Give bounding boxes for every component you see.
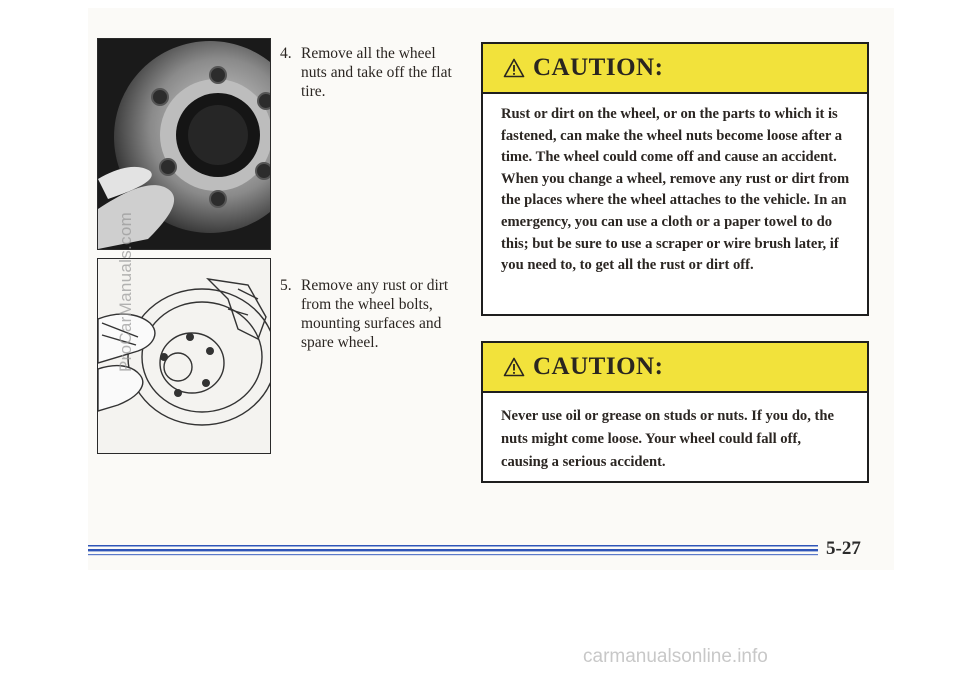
caution-text: Never use oil or grease on studs or nuts. If you do, the nuts might come loose. Your wheel could fall off, causing a serious accident. [501, 408, 834, 470]
step-number: 5. [280, 277, 292, 294]
footer-rule [88, 544, 818, 558]
page-number: 5-27 [826, 538, 861, 559]
step-text: Remove any rust or dirt from the wheel bolts, mounting surfaces and spare wheel. [301, 277, 449, 351]
caution-text: Rust or dirt on the wheel, or on the parts to which it is fastened, can make the wheel nuts become loose after a time. The wheel could come off and cause an accident. When you change a wheel, remove any rust or dirt from the places where the wheel attaches to the vehicle. In an emergency, you can use a cloth or a paper towel to do this; but be sure to use a scraper or wire brush later, if you need to, to get all the rust or dirt off. [501, 106, 850, 274]
side-watermark: ProCarManuals.com [116, 211, 135, 372]
step-number: 4. [280, 45, 292, 62]
caution-box-oil [481, 341, 869, 483]
caution-title: CAUTION: [533, 54, 664, 81]
warning-triangle-icon [503, 357, 525, 377]
caution-title: CAUTION: [533, 353, 664, 380]
warning-triangle-icon [503, 58, 525, 78]
step-text: Remove all the wheel nuts and take off the flat tire. [301, 45, 452, 100]
step-4 [280, 44, 460, 101]
step-5 [280, 276, 460, 352]
caution-box-rust [481, 42, 869, 316]
caution-header [483, 343, 867, 393]
caution-header [483, 44, 867, 94]
site-watermark: carmanualsonline.info [583, 646, 768, 667]
